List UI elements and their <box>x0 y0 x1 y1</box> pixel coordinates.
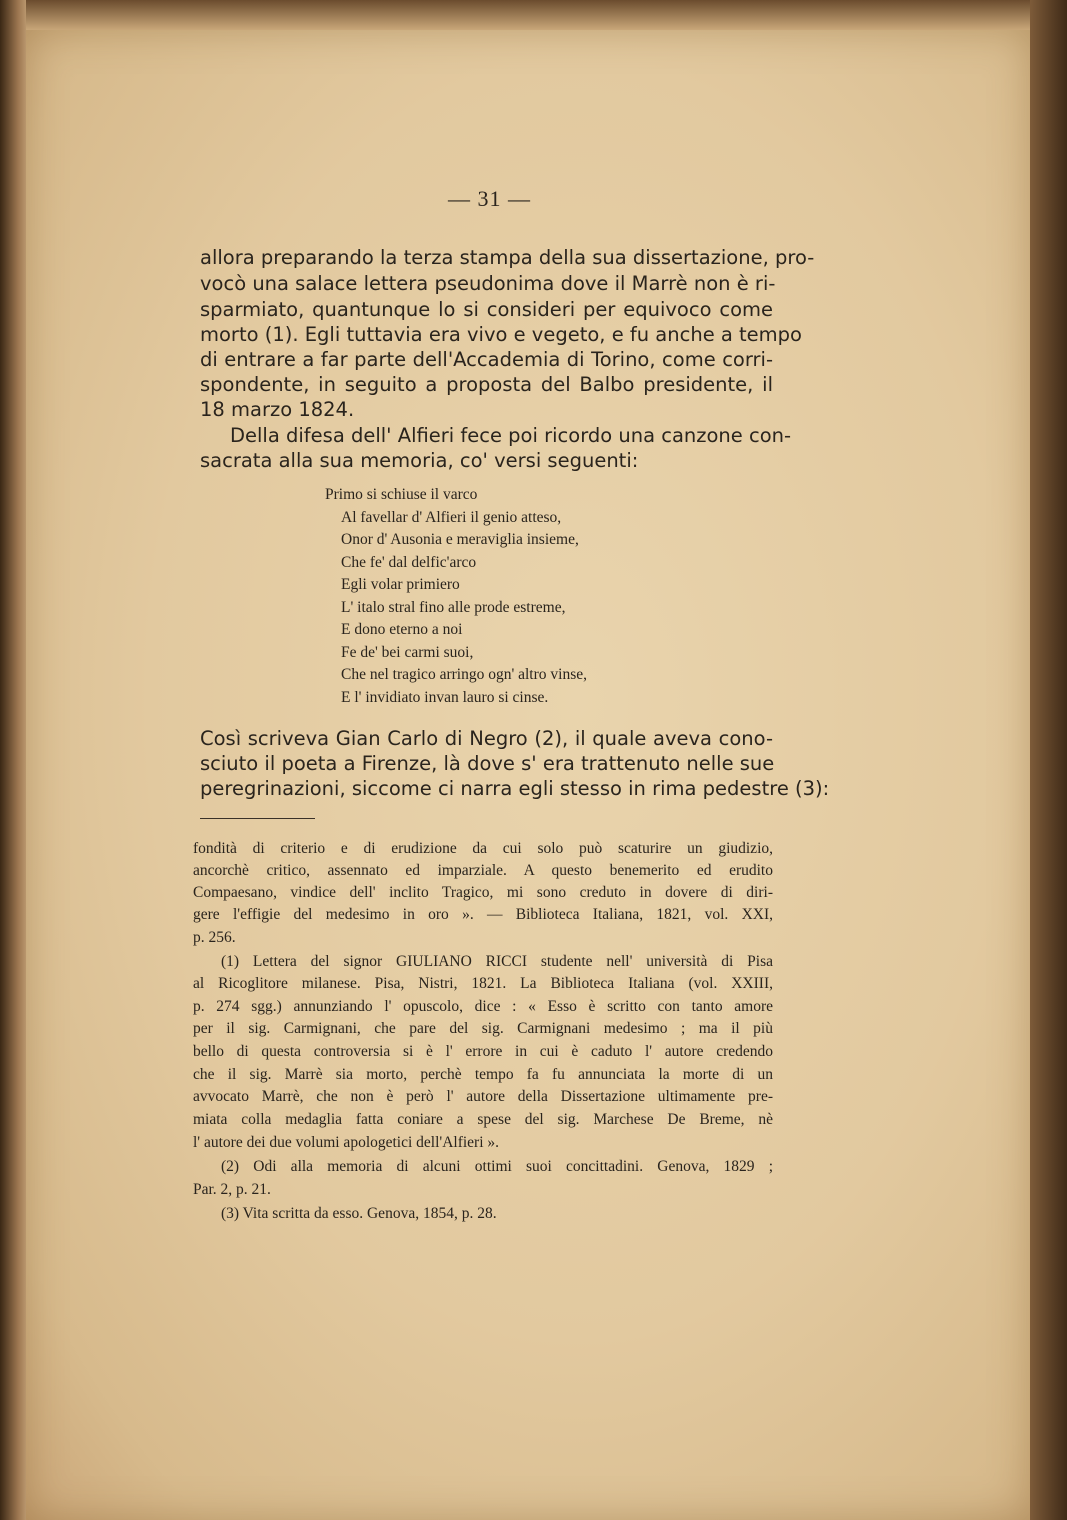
body-line: di entrare a far parte dell'Accademia di Torino, come corri- <box>200 348 773 371</box>
footnote-line: Par. 2, p. 21. <box>193 1181 271 1198</box>
body-line: sparmiato, quantunque lo si consideri per equivoco come <box>200 298 773 321</box>
verse-line: Primo si schiuse il varco <box>325 486 478 503</box>
footnote-line: ancorchè critico, assennato ed imparziale. A questo benemerito ed erudito <box>193 862 773 879</box>
footnote-line: avvocato Marrè, che non è però l' autore della Dissertazione ultimamente pre- <box>193 1088 773 1105</box>
body-line: Così scriveva Gian Carlo di Negro (2), il quale aveva cono- <box>200 727 773 750</box>
body-line: sacrata alla sua memoria, co' versi seguenti: <box>200 449 639 472</box>
footnote-3: (3) Vita scritta da esso. Genova, 1854, p. 28. <box>221 1205 497 1222</box>
footnote-line: che il sig. Marrè sia morto, perchè tempo fa fu annunciata la morte di un <box>193 1066 773 1083</box>
footnote-line: p. 256. <box>193 929 236 946</box>
footnote-rule <box>200 818 315 819</box>
footnote-line: p. 274 sgg.) annunziando l' opuscolo, dice : « Esso è scritto con tanto amore <box>193 998 773 1015</box>
body-line: allora preparando la terza stampa della sua dissertazione, pro- <box>200 246 815 269</box>
footnote-line: gere l'effigie del medesimo in oro ». — Biblioteca Italiana, 1821, vol. XXI, <box>193 906 773 923</box>
footnote-line: al Ricoglitore milanese. Pisa, Nistri, 1821. La Biblioteca Italiana (vol. XXIII, <box>193 975 773 992</box>
footnote-line: miata colla medaglia fatta coniare a spese del sig. Marchese De Breme, nè <box>193 1111 773 1128</box>
footnote-line: bello di questa controversia si è l' errore in cui è caduto l' autore credendo <box>193 1043 773 1060</box>
verse-line: Che nel tragico arringo ogn' altro vinse, <box>341 666 587 683</box>
body-line: morto (1). Egli tuttavia era vivo e vegeto, e fu anche a tempo <box>200 323 802 346</box>
body-line: vocò una salace lettera pseudonima dove il Marrè non è ri- <box>200 272 776 295</box>
verse-line: E dono eterno a noi <box>341 621 463 638</box>
body-line: 18 marzo 1824. <box>200 398 355 421</box>
footnote-line: fondità di criterio e di erudizione da cui solo può scaturire un giudizio, <box>193 840 773 857</box>
verse-line: E l' invidiato invan lauro si cinse. <box>341 689 549 706</box>
verse-line: L' italo stral fino alle prode estreme, <box>341 599 566 616</box>
body-line: Della difesa dell' Alfieri fece poi ricordo una canzone con- <box>230 424 792 447</box>
page-top-edge <box>26 0 1030 30</box>
body-line: spondente, in seguito a proposta del Balbo presidente, il <box>200 373 773 396</box>
page-number: — 31 — <box>448 186 531 211</box>
footnote-line: Compaesano, vindice dell' inclito Tragico, mi sono creduto in dovere di diri- <box>193 884 773 901</box>
body-line: sciuto il poeta a Firenze, là dove s' era trattenuto nelle sue <box>200 752 775 775</box>
book-right-edge <box>1030 0 1067 1520</box>
footnote-line: l' autore dei due volumi apologetici dell'Alfieri ». <box>193 1134 500 1151</box>
verse-line: Che fe' dal delfic'arco <box>341 554 477 571</box>
body-line: peregrinazioni, siccome ci narra egli stesso in rima pedestre (3): <box>200 777 830 800</box>
footnote-1: (1) Lettera del signor GIULIANO RICCI studente nell' università di Pisa <box>221 953 773 970</box>
verse-line: Onor d' Ausonia e meraviglia insieme, <box>341 531 579 548</box>
footnote-line: per il sig. Carmignani, che pare del sig. Carmignani medesimo ; ma il più <box>193 1020 773 1037</box>
verse-line: Al favellar d' Alfieri il genio atteso, <box>341 509 562 526</box>
verse-line: Fe de' bei carmi suoi, <box>341 644 474 661</box>
verse-line: Egli volar primiero <box>341 576 460 593</box>
footnote-2: (2) Odi alla memoria di alcuni ottimi suoi concittadini. Genova, 1829 ; <box>221 1158 773 1175</box>
